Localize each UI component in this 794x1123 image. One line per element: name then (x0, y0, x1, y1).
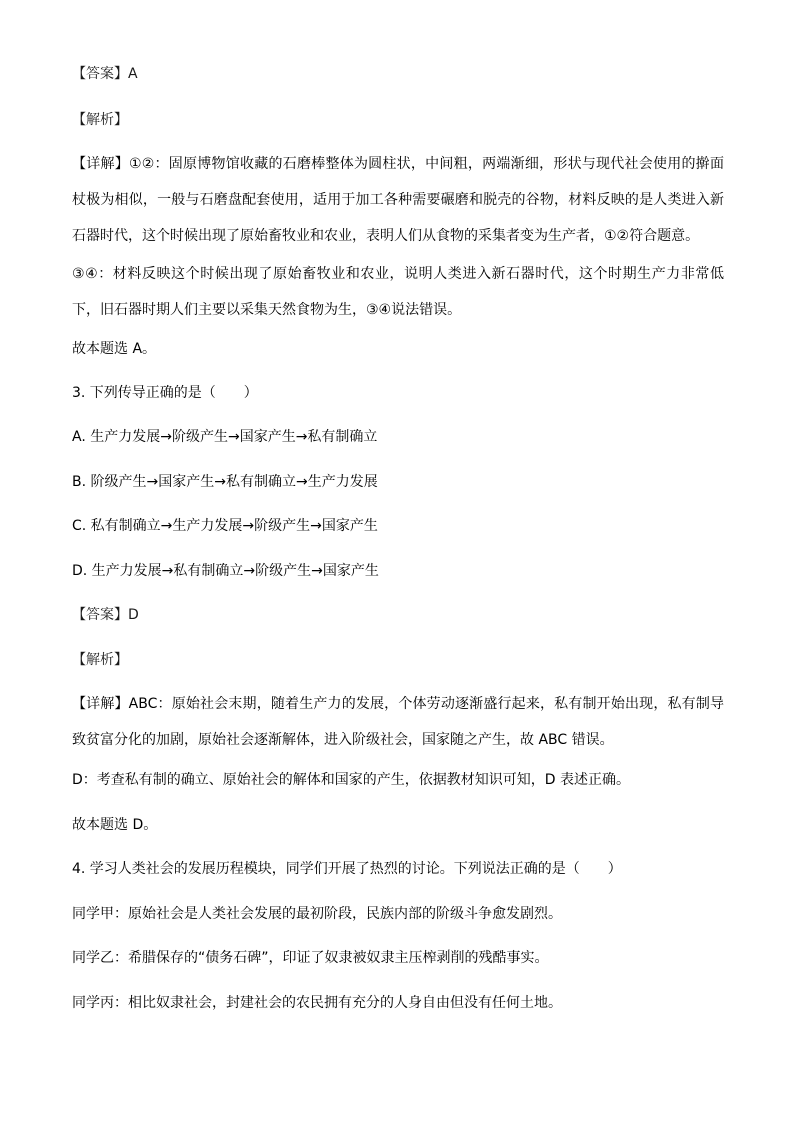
q3-analysis-label: 【解析】 (72, 652, 128, 668)
q3-option-c: C. 私有制确立→生产力发展→阶级产生→国家产生 (72, 518, 378, 534)
q4-stem: 4. 学习人类社会的发展历程模块，同学们开展了热烈的讨论。下列说法正确的是（ ） (72, 861, 622, 877)
q3-detail-paragraph-2: D：考查私有制的确立、原始社会的解体和国家的产生，依据教材知识可知，D 表述正确。 (72, 772, 631, 788)
q2-analysis-label: 【解析】 (72, 112, 128, 128)
q4-statement-b: 同学乙：希腊保存的“债务石碑”，印证了奴隶被奴隶主压榨剥削的残酷事实。 (72, 950, 549, 966)
q3-conclusion: 故本题选 D。 (72, 817, 158, 833)
q3-option-d: D. 生产力发展→私有制确立→阶级产生→国家产生 (72, 563, 379, 579)
q3-answer: 【答案】D (72, 607, 139, 623)
q2-detail-paragraph-2: ③④：材料反映这个时候出现了原始畜牧业和农业，说明人类进入新石器时代，这个时期生产力非常低下，旧石器时期人们主要以采集天然食物为生，③④说法错误。 (72, 266, 724, 318)
q3-detail-paragraph: 【详解】ABC：原始社会末期，随着生产力的发展，个体劳动逐渐盛行起来，私有制开始出现，私有制导致贫富分化的加剧，原始社会逐渐解体，进入阶级社会，国家随之产生，故 ABC 错误。 (72, 696, 724, 748)
q2-detail-paragraph: 【详解】①②：固原博物馆收藏的石磨棒整体为圆柱状，中间粗，两端渐细，形状与现代社会使用的擀面杖极为相似，一般与石磨盘配套使用，适用于加工各种需要碾磨和脱壳的谷物，材料反映的是人类进入新石器时代，这个时候出现了原始畜牧业和农业，表明人们从食物的采集者变为生产者，①②符合题意。 (72, 156, 724, 244)
q3-stem: 3. 下列传导正确的是（ ） (72, 385, 258, 401)
q3-option-a: A. 生产力发展→阶级产生→国家产生→私有制确立 (72, 429, 378, 445)
q3-option-b: B. 阶级产生→国家产生→私有制确立→生产力发展 (72, 474, 378, 490)
q4-statement-a: 同学甲：原始社会是人类社会发展的最初阶段，民族内部的阶级斗争愈发剧烈。 (72, 906, 562, 922)
q2-answer: 【答案】A (72, 66, 138, 82)
q4-statement-c: 同学丙：相比奴隶社会，封建社会的农民拥有充分的人身自由但没有任何土地。 (72, 995, 562, 1011)
q2-conclusion: 故本题选 A。 (72, 341, 157, 357)
